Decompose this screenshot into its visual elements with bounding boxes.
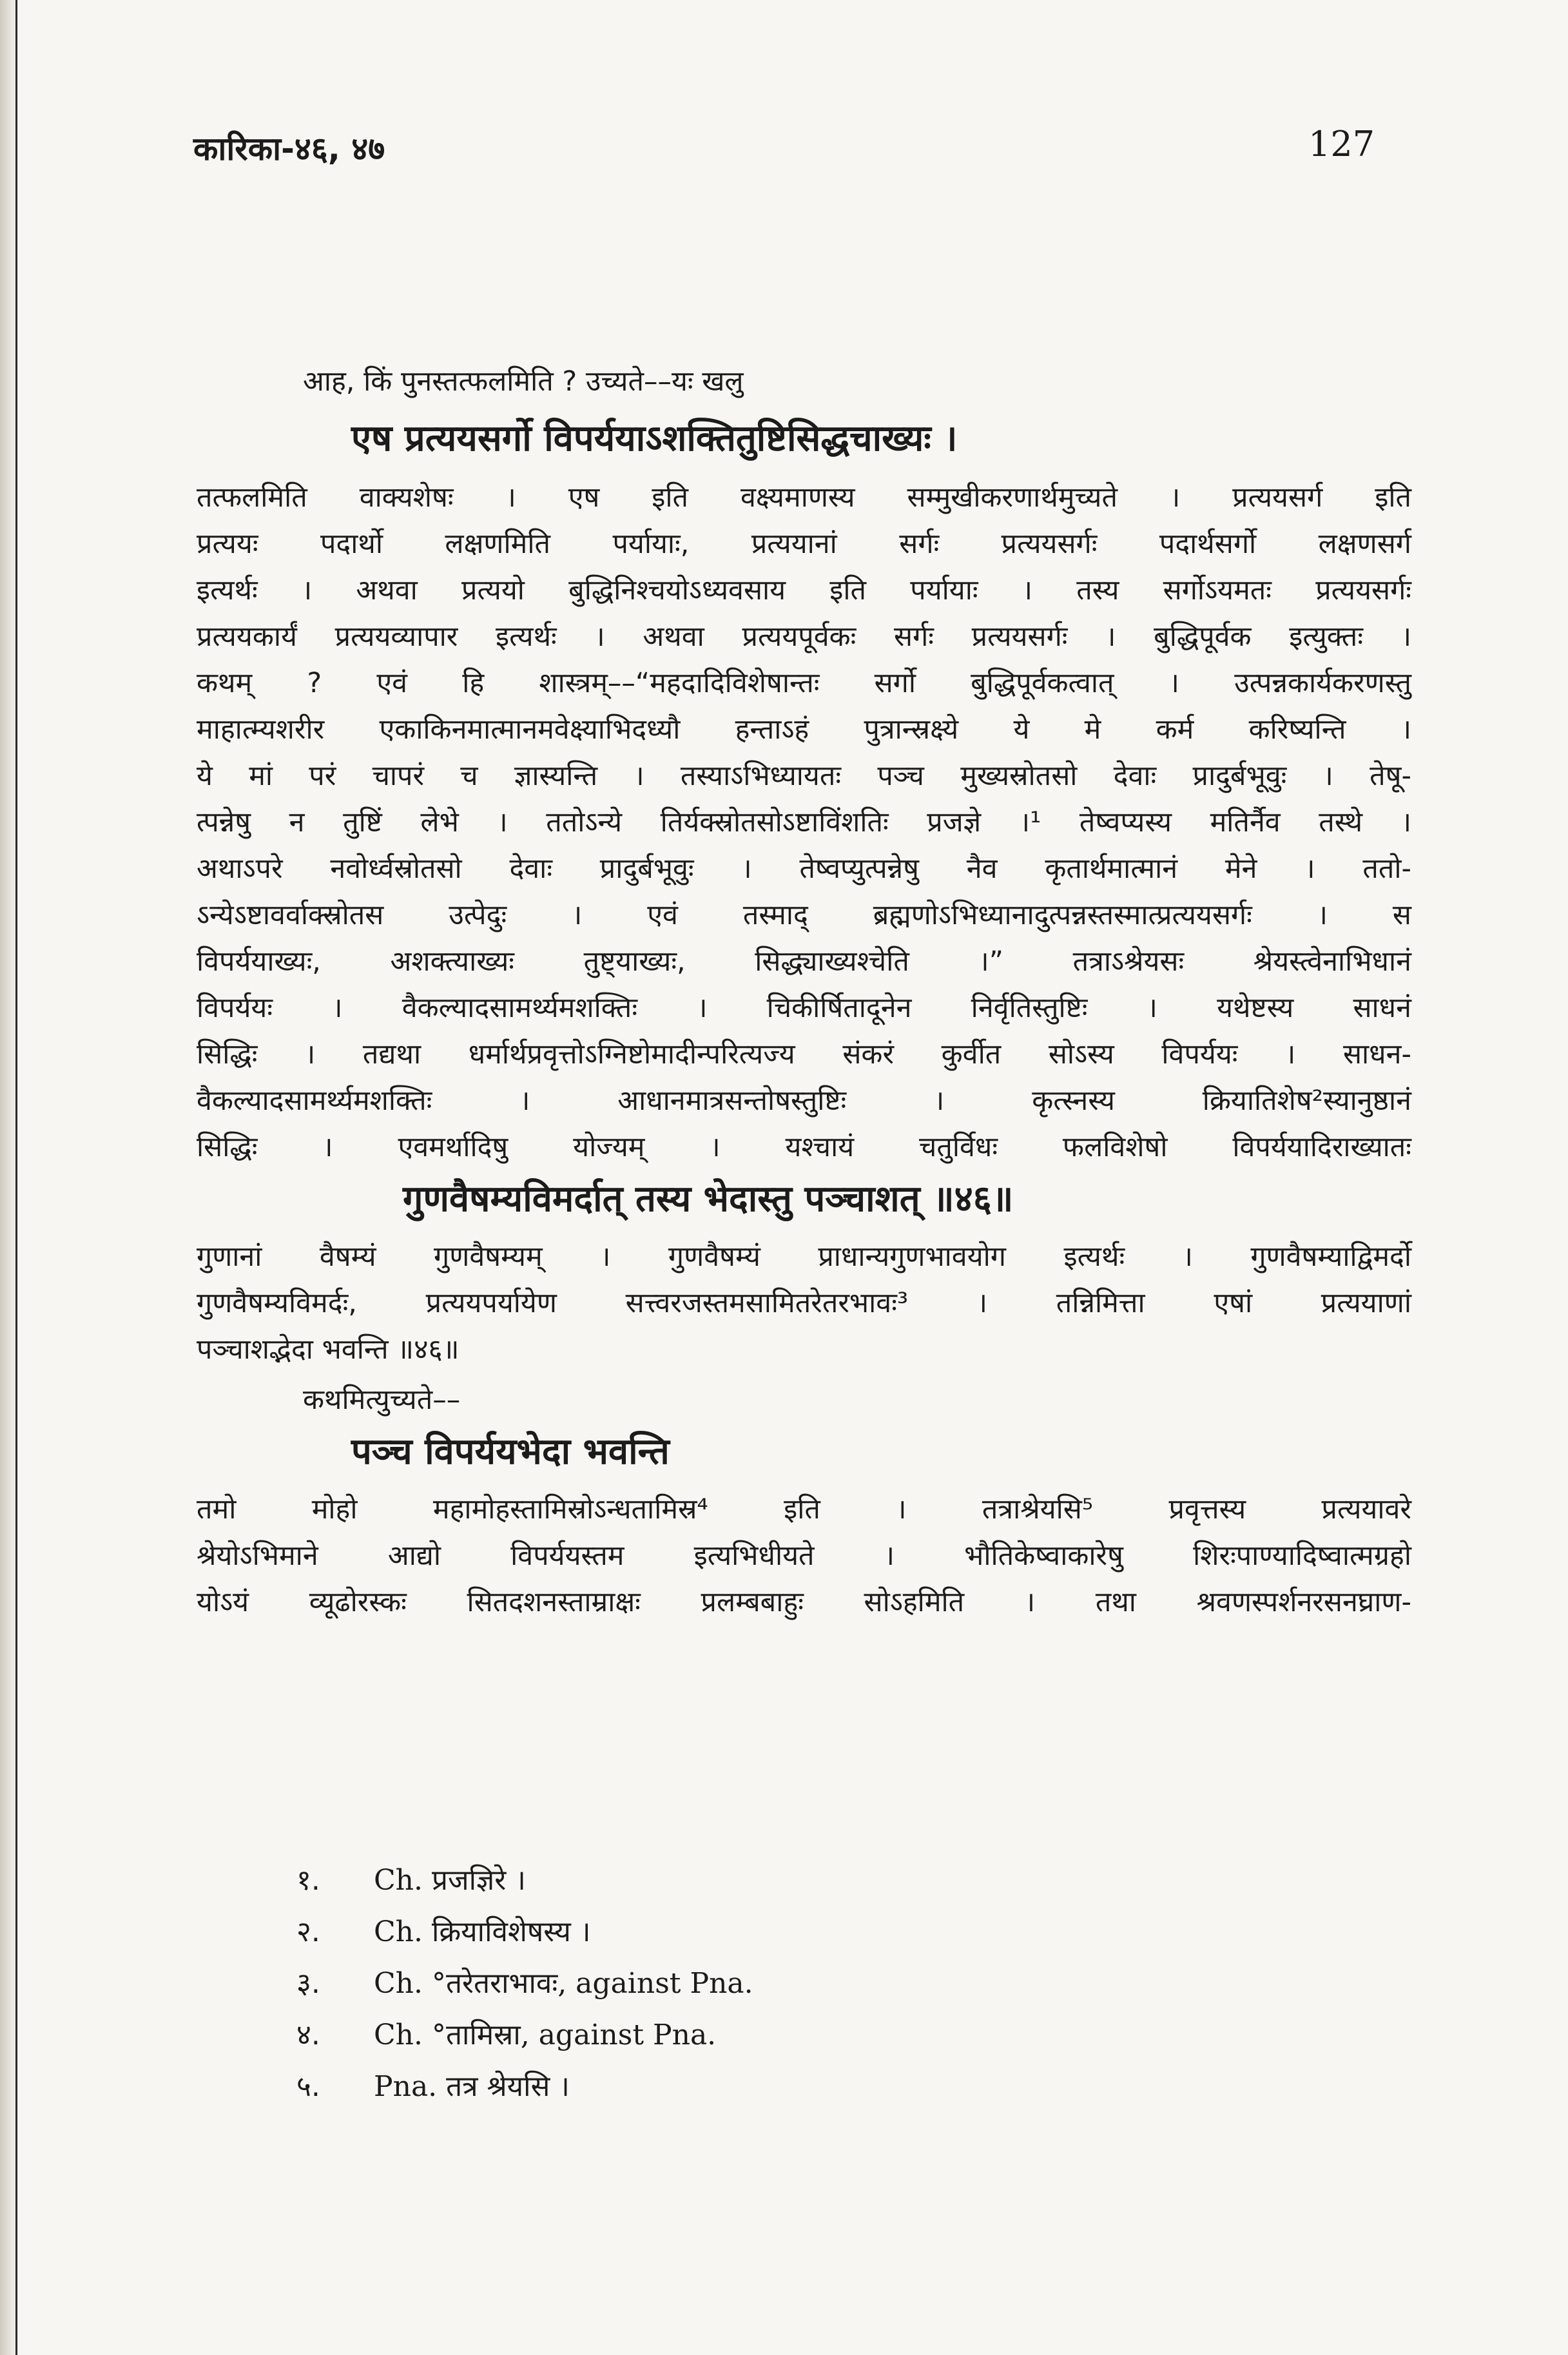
commentary-line: श्रेयोऽभिमाने आद्यो विपर्ययस्तम इत्यभिधीयते । भौतिकेष्वाकारेषु शिरःपाण्यादिष्वात्मग्रहो [197,1540,1411,1572]
commentary-line: विपर्ययः । वैकल्यादसामर्थ्यमशक्तिः । चिकीर्षितादूनेन निर्वृतिस्तुष्टिः । यथेष्टस्य साधनं [197,992,1411,1024]
commentary-line: त्पन्नेषु न तुष्टिं लेभे । ततोऽन्ये तिर्यक्स्रोतसोऽष्टाविंशतिः प्रजज्ञे ।¹ तेष्वप्यस्य मतिर्नैव तस्थे । [197,806,1411,838]
footnote [296,2066,570,2104]
footnote-number: ३. [296,1967,320,2000]
commentary-line: गुणवैषम्यविमर्दः, प्रत्ययपर्यायेण सत्त्वरजस्तमसामितरेतरभावः³ । तन्निमित्ता एषां प्रत्ययाणां [197,1287,1411,1319]
footnote-text: Ch. क्रियाविशेषस्य । [374,1915,591,1948]
commentary-line: माहात्म्यशरीर एकाकिनमात्मानमवेक्ष्याभिदध्यौ हन्ताऽहं पुत्रान्स्रक्ष्ये ये मे कर्म करिष्यन्ति । [197,713,1411,746]
footnote-text: Ch. °तरेतराभावः, against Pna. [374,1967,753,2000]
commentary-line: सिद्धिः । तद्यथा धर्मार्थप्रवृत्तोऽग्निष्टोमादीन्परित्यज्य संकरं कुर्वीत सोऽस्य विपर्ययः । साधन- [197,1038,1411,1071]
footnote [296,1963,753,2001]
footnote-text: Pna. तत्र श्रेयसि । [374,2070,570,2103]
intro-line: आह, किं पुनस्तत्फलमिति ? उच्यते––यः खलु [303,365,744,398]
commentary-line: इत्यर्थः । अथवा प्रत्ययो बुद्धिनिश्चयोऽध्यवसाय इति पर्यायाः । तस्य सर्गोऽयमतः प्रत्ययसर्गः [197,574,1411,606]
commentary-line: पञ्चाशद्भेदा भवन्ति ॥४६॥ [197,1333,460,1366]
footnote-number: १. [296,1864,320,1897]
commentary-line: तत्फलमिति वाक्यशेषः । एष इति वक्ष्यमाणस्य सम्मुखीकरणार्थमुच्यते । प्रत्ययसर्ग इति [197,481,1411,514]
running-header: कारिका-४६, ४७ [193,130,385,168]
commentary-line: अथाऽपरे नवोर्ध्वस्रोतसो देवाः प्रादुर्बभूवुः । तेष्वप्युत्पन्नेषु नैव कृतार्थमात्मानं मेने । ततो- [197,853,1411,885]
commentary-line: कथम् ? एवं हि शास्त्रम्––“महदादिविशेषान्तः सर्गो बुद्धिपूर्वकत्वात् । उत्पन्नकार्यकरणस्तु [197,667,1411,699]
commentary-line: ऽन्येऽष्टावर्वाक्स्रोतस उत्पेदुः । एवं तस्माद् ब्रह्मणोऽभिध्यानादुत्पन्नस्तस्मात्प्रत्ययसर्गः । स [197,899,1411,931]
karika-verse-1: एष प्रत्ययसर्गो विपर्ययाऽशक्तितुष्टिसिद्धचाख्यः । [351,418,958,460]
footnote-text: Ch. प्रजज्ञिरे । [374,1864,526,1897]
commentary-line: गुणानां वैषम्यं गुणवैषम्यम् । गुणवैषम्यं प्राधान्यगुणभावयोग इत्यर्थः । गुणवैषम्याद्विमर्दो [197,1241,1411,1273]
binding-line [15,0,17,2355]
footnote-number: ४. [296,2019,320,2051]
footnote-number: २. [296,1915,320,1948]
commentary-line: विपर्ययाख्यः, अशक्त्याख्यः तुष्ट्याख्यः, सिद्ध्याख्यश्चेति ।” तत्राऽश्रेयसः श्रेयस्त्वेनाभिधानं [197,945,1411,978]
commentary-line: तमो मोहो महामोहस्तामिस्रोऽन्धतामिस्र⁴ इति । तत्राश्रेयसि⁵ प्रवृत्तस्य प्रत्ययावरे [197,1493,1411,1526]
footnote [296,2014,716,2053]
footnote-text: Ch. °तामिस्रा, against Pna. [374,2019,717,2051]
intro-line-2: कथमित्युच्यते–– [303,1384,461,1416]
commentary-line: प्रत्ययः पदार्थो लक्षणमिति पर्यायाः, प्रत्ययानां सर्गः प्रत्ययसर्गः पदार्थसर्गो लक्षणसर्ग [197,528,1411,560]
commentary-line: प्रत्ययकार्यं प्रत्ययव्यापार इत्यर्थः । अथवा प्रत्ययपूर्वकः सर्गः प्रत्ययसर्गः । बुद्धिपूर्वक इत्युक्तः । [197,621,1411,653]
page-number: 127 [1308,124,1375,164]
commentary-line: सिद्धिः । एवमर्थादिषु योज्यम् । यश्चायं चतुर्विधः फलविशेषो विपर्ययादिराख्यातः [197,1131,1411,1163]
footnote [296,1911,591,1950]
footnote [296,1859,526,1898]
karika-verse-3: पञ्च विपर्ययभेदा भवन्ति [351,1431,670,1473]
commentary-line: ये मां परं चापरं च ज्ञास्यन्ति । तस्याऽभिध्यायतः पञ्च मुख्यस्रोतसो देवाः प्रादुर्बभूवुः । तेषू- [197,760,1411,792]
commentary-line: योऽयं व्यूढोरस्कः सितदशनस्ताम्राक्षः प्रलम्बबाहुः सोऽहमिति । तथा श्रवणस्पर्शनरसनघ्राण- [197,1586,1411,1618]
karika-verse-2: गुणवैषम्यविमर्दात् तस्य भेदास्तु पञ्चाशत् ॥४६॥ [403,1178,1014,1220]
commentary-line: वैकल्यादसामर्थ्यमशक्तिः । आधानमात्रसन्तोषस्तुष्टिः । कृत्स्नस्य क्रियातिशेष²स्यानुष्ठानं [197,1085,1411,1117]
footnote-number: ५. [296,2070,320,2103]
